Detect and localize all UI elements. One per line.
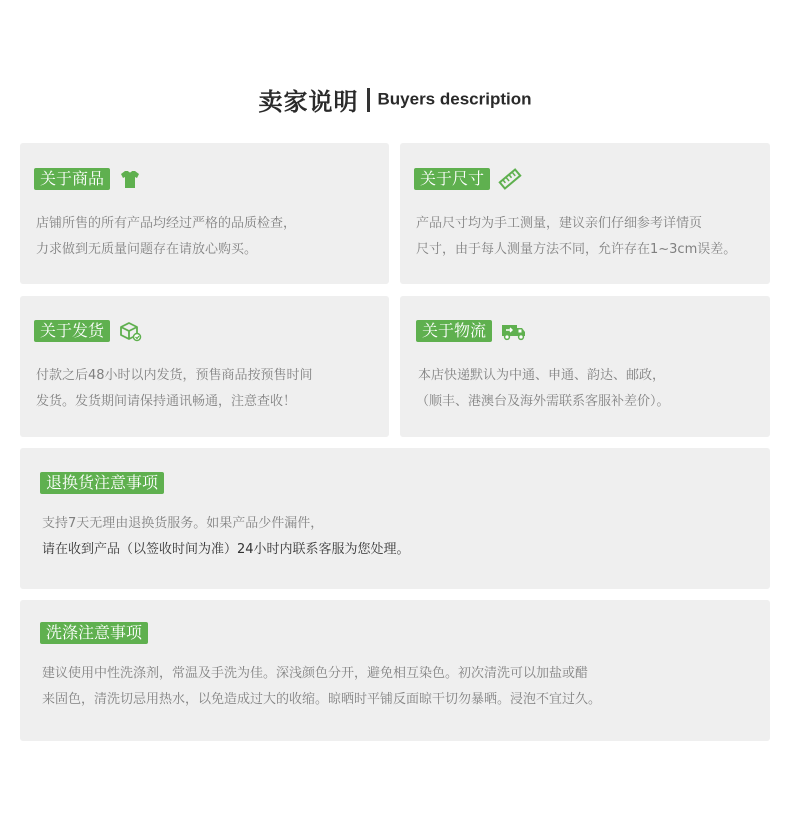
product-line-2: 力求做到无质量问题存在请放心购买。	[36, 242, 258, 257]
washing-tag: 洗涤注意事项	[40, 622, 148, 644]
shipping-line-1: 付款之后48小时以内发货，预售商品按预售时间	[36, 368, 313, 383]
product-line-1: 店铺所售的所有产品均经过严格的品质检查，	[36, 216, 297, 231]
size-tag: 关于尺寸	[414, 168, 490, 190]
shipping-line-2: 发货。发货期间请保持通讯畅通，注意查收！	[36, 394, 297, 409]
returns-card	[20, 448, 770, 589]
truck-icon	[500, 320, 528, 342]
page-subtitle: Buyers description	[377, 89, 532, 109]
product-tag: 关于商品	[34, 168, 110, 190]
returns-line-1: 支持7天无理由退换货服务。如果产品少件漏件，	[42, 516, 324, 531]
returns-tag: 退换货注意事项	[40, 472, 164, 494]
logistics-card	[400, 296, 770, 437]
size-line-2: 尺寸，由于每人测量方法不同，允许存在1~3cm误差。	[416, 242, 737, 257]
shipping-tag: 关于发货	[34, 320, 110, 342]
washing-line-2: 来固色，清洗切忌用热水，以免造成过大的收缩。晾晒时平铺反面晾干切勿暴晒。浸泡不宜过久。	[42, 692, 602, 707]
ruler-icon	[498, 168, 522, 190]
product-card	[20, 143, 389, 284]
logistics-line-2: （顺丰、港澳台及海外需联系客服补差价）。	[416, 394, 670, 409]
washing-card	[20, 600, 770, 741]
size-line-1: 产品尺寸均为手工测量，建议亲们仔细参考详情页	[416, 216, 703, 231]
size-card	[400, 143, 770, 284]
logistics-tag: 关于物流	[416, 320, 492, 342]
tshirt-icon	[118, 168, 142, 190]
page-header	[0, 82, 790, 117]
returns-line-2: 请在收到产品（以签收时间为准）24小时内联系客服为您处理。	[42, 542, 410, 557]
page-title: 卖家说明	[258, 88, 359, 116]
washing-line-1: 建议使用中性洗涤剂，常温及手洗为佳。深浅颜色分开，避免相互染色。初次清洗可以加盐或醋	[42, 666, 589, 681]
box-icon	[118, 320, 142, 342]
shipping-card	[20, 296, 389, 437]
title-divider	[367, 88, 370, 112]
logistics-line-1: 本店快递默认为中通、申通、韵达、邮政，	[418, 368, 666, 383]
